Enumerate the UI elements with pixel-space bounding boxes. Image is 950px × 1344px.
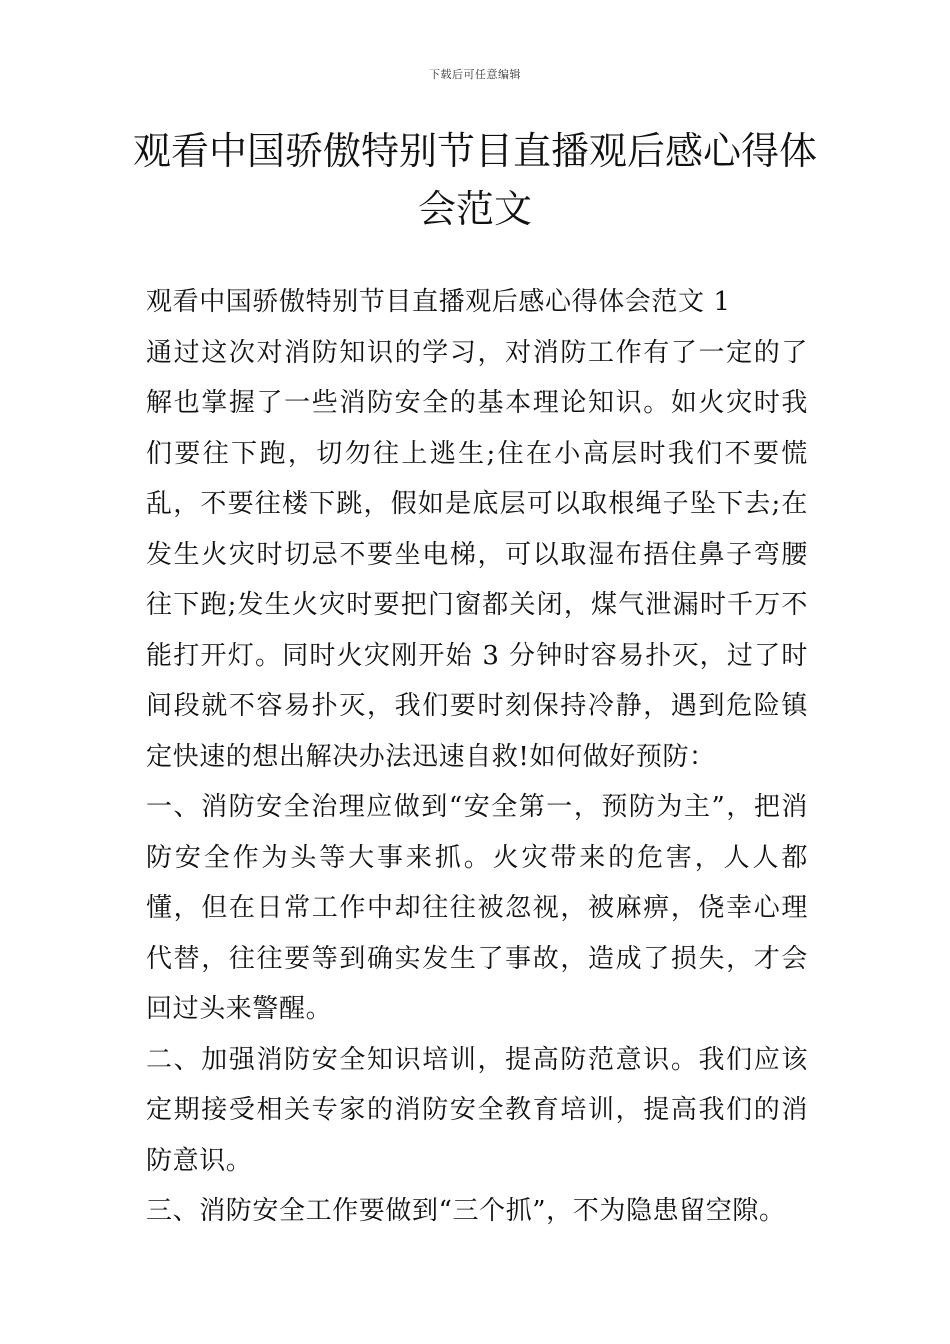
document-title: 观看中国骄傲特别节目直播观后感心得体会范文 — [132, 129, 817, 231]
body-paragraph: 三、消防安全工作要做到“三个抓”，不为隐患留空隙。 — [146, 1196, 786, 1226]
header-note: 下载后可任意编辑 — [429, 68, 521, 81]
document-body — [146, 277, 808, 1237]
body-paragraph: 通过这次对消防知识的学习，对消防工作有了一定的了解也掌握了一些消防安全的基本理论知识。如火灾时我们要往下跑，切勿往上逃生;住在小高层时我们不要慌乱，不要往楼下跳，假如是底层可以取根绳子坠下去;在发生火灾时切忌不要坐电梯，可以取湿布捂住鼻子弯腰往下跑;发生火灾时要把门窗都关闭，煤气泄漏时千万不能打开灯。同时火灾刚开始 3 分钟时容易扑灭，过了时间段就不容易扑灭，我们要时刻保持冷静，遇到危险镇定快速的想出解决办法迅速自救!如何做好预防： — [146, 337, 808, 772]
body-paragraph: 一、消防安全治理应做到“安全第一，预防为主”，把消防安全作为头等大事来抓。火灾带来的危害，人人都懂，但在日常工作中却往往被忽视，被麻痹，侥幸心理代替，往往要等到确实发生了事故，造成了损失，才会回过头来警醒。 — [146, 792, 808, 1024]
body-paragraph: 二、加强消防安全知识培训，提高防范意识。我们应该定期接受相关专家的消防安全教育培训，提高我们的消防意识。 — [146, 1044, 808, 1176]
section-heading: 观看中国骄傲特别节目直播观后感心得体会范文 1 — [146, 287, 731, 317]
